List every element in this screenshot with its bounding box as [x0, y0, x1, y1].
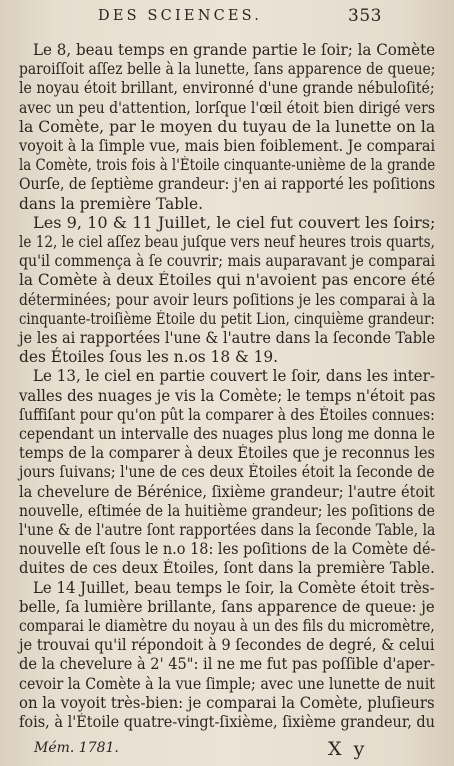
- text-line: la Comète à deux Étoiles qui n'avoient pas encore été: [19, 271, 436, 290]
- text-line: Le 14 Juillet, beau temps le ſoir, la Comète étoit très-: [33, 578, 435, 597]
- text-line: le noyau étoit brillant, environné d'une grande nébuloſité;: [19, 79, 435, 98]
- text-line: la Comète, trois fois à l'Étoile cinquante-unième de la grande: [19, 156, 436, 175]
- text-line: l'une & de l'autre ſont rapportées dans la ſeconde Table, la: [19, 521, 436, 539]
- text-line: Le 13, le ciel en partie couvert le ſoir, dans les inter-: [33, 367, 435, 386]
- text-line: qu'il commença à ſe couvrir; mais auparavant je comparai: [19, 252, 436, 271]
- text-line: dans la première Table.: [19, 194, 204, 213]
- text-line: déterminées; pour avoir leurs poſitions je les comparai à la: [19, 290, 436, 309]
- text-line: valles des nuages je vis la Comète; le temps n'étoit pas: [19, 386, 436, 405]
- text-line: la chevelure de Bérénice, ſixième grandeur; l'autre étoit: [19, 482, 435, 501]
- text-line: le 12, le ciel aſſez beau juſque vers neuf heures trois quarts,: [19, 233, 435, 251]
- signature-mark: Mém. 1781.: [34, 740, 119, 756]
- text-line: cevoir la Comète à la vue ſimple; avec une lunette de nuit: [19, 674, 435, 693]
- text-line: des Étoiles ſous les n.os 18 & 19.: [19, 348, 279, 367]
- text-line: voyoit à la ſimple vue, mais bien foiblement. Je comparai: [19, 137, 436, 155]
- text-line: comparai le diamètre du noyau à un des fils du micromètre,: [19, 617, 435, 635]
- text-line: on la voyoit très-bien: je comparai la Comète, pluſieurs: [19, 693, 435, 712]
- text-line: belle, ſa lumière brillante, ſans apparence de queue: je: [19, 597, 435, 616]
- text-line: Ourſe, de ſeptième grandeur: j'en ai rapporté les poſitions: [19, 175, 436, 194]
- page-number: 353: [348, 6, 382, 26]
- text-line: ſuffiſant pour qu'on pût la comparer à des Étoiles connues:: [19, 405, 435, 424]
- text-line: avec un peu d'attention, lorſque l'œil étoit bien dirigé vers: [19, 98, 436, 117]
- text-line: je les ai rapportées l'une & l'autre dans la ſeconde Table: [19, 329, 436, 347]
- text-line: paroiſſoit aſſez belle à la lunette, ſans apparence de queue;: [19, 60, 436, 79]
- text-line: de la chevelure à 2' 45": il ne me fut pas poſſible d'aper-: [19, 655, 435, 674]
- text-line: nouvelle, eſtimée de la huitième grandeur; les poſitions de: [19, 501, 435, 520]
- text-line: temps de la comparer à deux Étoiles que je reconnus les: [19, 444, 435, 463]
- text-line: fois, à l'Étoile quatre-vingt-ſixième, ſixième grandeur, du: [19, 713, 436, 731]
- text-line: Le 8, beau temps en grande partie le ſoir; la Comète: [33, 41, 436, 59]
- sheet-signature: X y: [328, 738, 368, 760]
- text-line: Les 9, 10 & 11 Juillet, le ciel fut couvert les ſoirs;: [33, 213, 436, 232]
- text-line: cependant un intervalle des nuages plus long me donna le: [19, 425, 436, 443]
- text-line: duites de ces deux Étoiles, ſont dans la première Table.: [19, 559, 435, 578]
- text-line: nouvelle eſt ſous le n.o 18: les poſitions de la Comète dé-: [19, 540, 436, 559]
- text-line: je trouvai qu'il répondoit à 9 ſecondes de degré, & celui: [19, 636, 435, 655]
- page-footer: [0, 738, 454, 764]
- text-line: jours ſuivans; l'une de ces deux Étoiles étoit la ſeconde de: [19, 463, 435, 482]
- text-line: la Comète, par le moyen du tuyau de la lunette on la: [19, 117, 436, 136]
- running-title: DES SCIENCES.: [98, 8, 263, 24]
- text-line: cinquante-troiſième Étoile du petit Lion, cinquième grandeur:: [19, 309, 435, 328]
